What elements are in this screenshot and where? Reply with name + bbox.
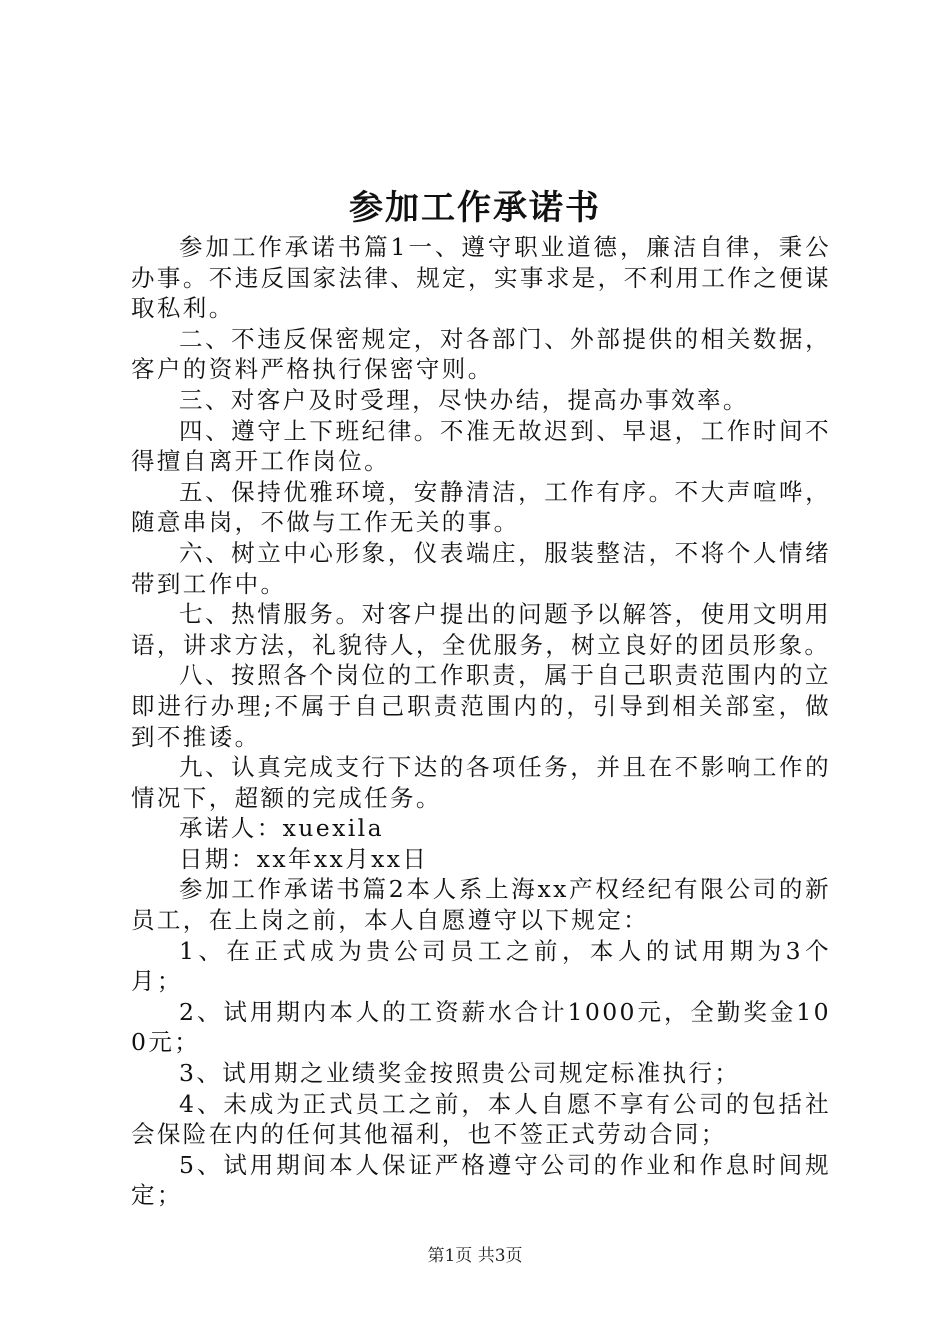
paragraph-rule-1: 1、在正式成为贵公司员工之前，本人的试用期为3个月； bbox=[131, 936, 831, 996]
paragraph-rule-4: 4、未成为正式员工之前，本人自愿不享有公司的包括社会保险在内的任何其他福利，也不签正式劳动合同； bbox=[131, 1089, 831, 1149]
paragraph-rule-3: 3、试用期之业绩奖金按照贵公司规定标准执行； bbox=[179, 1059, 741, 1088]
document-body bbox=[131, 232, 831, 1211]
paragraph-2: 二、不违反保密规定，对各部门、外部提供的相关数据，客户的资料严格执行保密守则。 bbox=[131, 324, 831, 384]
paragraph-4: 四、遵守上下班纪律。不准无故迟到、早退，工作时间不得擅自离开工作岗位。 bbox=[131, 416, 831, 476]
signatory-line: 承诺人：xuexila bbox=[179, 814, 384, 843]
document-title: 参加工作承诺书 bbox=[349, 188, 601, 228]
date-line: 日期：xx年xx月xx日 bbox=[179, 844, 429, 873]
paragraph-7: 七、热情服务。对客户提出的问题予以解答，使用文明用语，讲求方法，礼貌待人，全优服务，树立良好的团员形象。 bbox=[131, 600, 831, 659]
paragraph-5: 五、保持优雅环境，安静清洁，工作有序。不大声喧哗，随意串岗，不做与工作无关的事。 bbox=[131, 477, 831, 537]
paragraph-1: 参加工作承诺书篇1一、遵守职业道德，廉洁自律，秉公办事。不违反国家法律、规定，实事求是，不利用工作之便谋取私利。 bbox=[131, 233, 831, 323]
paragraph-6: 六、树立中心形象，仪表端庄，服装整洁，不将个人情绪带到工作中。 bbox=[131, 538, 831, 598]
paragraph-part2-intro: 参加工作承诺书篇2本人系上海xx产权经纪有限公司的新员工，在上岗之前，本人自愿遵守以下规定： bbox=[131, 875, 831, 935]
paragraph-8: 八、按照各个岗位的工作职责，属于自己职责范围内的立即进行办理;不属于自己职责范围内的，引导到相关部室，做到不推诿。 bbox=[131, 661, 831, 751]
paragraph-rule-5: 5、试用期间本人保证严格遵守公司的作业和作息时间规定； bbox=[131, 1150, 831, 1210]
paragraph-9: 九、认真完成支行下达的各项任务，并且在不影响工作的情况下，超额的完成任务。 bbox=[131, 753, 831, 812]
paragraph-3: 三、对客户及时受理，尽快办结，提高办事效率。 bbox=[179, 385, 749, 414]
page-number-footer: 第1页 共3页 bbox=[427, 1246, 523, 1266]
paragraph-rule-2: 2、试用期内本人的工资薪水合计1000元，全勤奖金100元； bbox=[131, 997, 831, 1057]
